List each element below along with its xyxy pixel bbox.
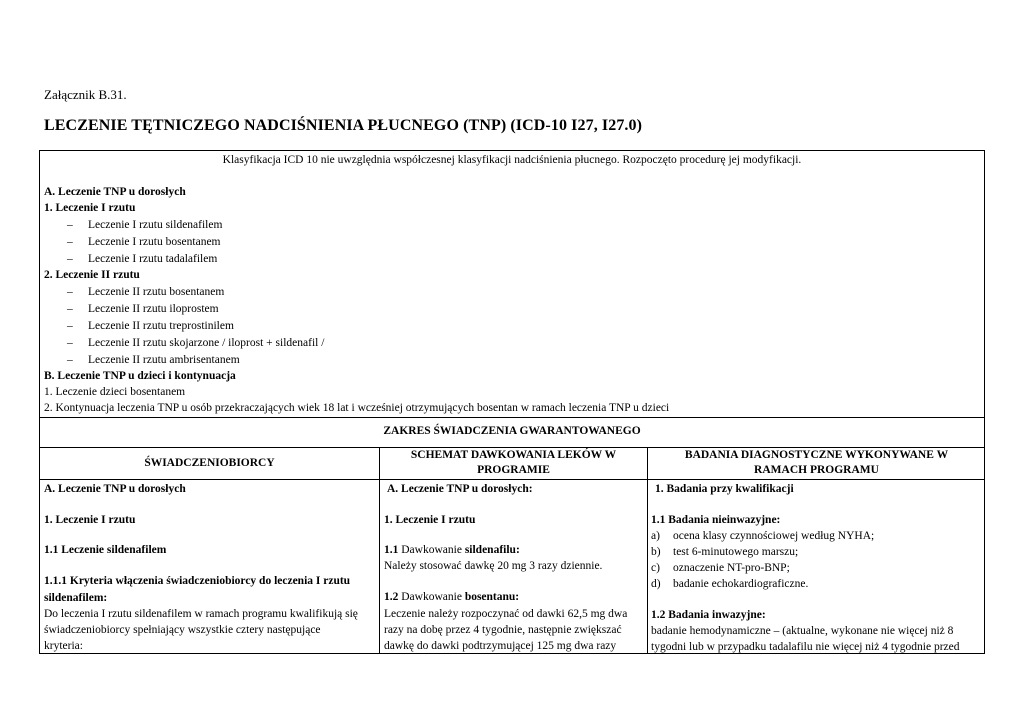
col2-first-line: 1. Leczenie I rzutu bbox=[384, 514, 476, 526]
second-line-heading: 2. Leczenie II rzutu bbox=[44, 269, 140, 281]
section-b-item: 1. Leczenie dzieci bosentanem bbox=[44, 386, 186, 398]
col1-paragraph-line: świadczeniobiorcy spełniający wszystkie cztery następujące bbox=[44, 624, 321, 636]
column-header-beneficiaries: ŚWIADCZENIOBIORCY bbox=[144, 457, 275, 469]
scope-header: ZAKRES ŚWIADCZENIA GWARANTOWANEGO bbox=[383, 425, 641, 437]
list-dash: – bbox=[67, 354, 73, 366]
list-dash: – bbox=[67, 320, 73, 332]
list-item: Leczenie I rzutu tadalafilem bbox=[88, 253, 218, 265]
col1-criteria-heading: 1.1.1 Kryteria włączenia świadczeniobiorcy do leczenia I rzutu bbox=[44, 575, 351, 587]
col3-paragraph-line: badanie hemodynamiczne – (aktualne, wykonane nie więcej niż 8 bbox=[651, 625, 954, 637]
first-line-heading: 1. Leczenie I rzutu bbox=[44, 202, 136, 214]
col2-paragraph-line: dawkę do dawki podtrzymującej 125 mg dwa razy bbox=[384, 640, 617, 652]
col1-criteria-heading-cont: sildenafilem: bbox=[44, 592, 108, 604]
col1-paragraph-line: kryteria: bbox=[44, 640, 83, 652]
list-dash: – bbox=[67, 253, 73, 265]
col3-paragraph-line: tygodni lub w przypadku tadalafilu nie więcej niż 4 tygodnie przed bbox=[651, 641, 960, 653]
list-dash: – bbox=[67, 286, 73, 298]
list-item: Leczenie II rzutu bosentanem bbox=[88, 286, 225, 298]
list-dash: – bbox=[67, 303, 73, 315]
col1-sildenafil: 1.1 Leczenie sildenafilem bbox=[44, 544, 167, 556]
col3-list-item: ocena klasy czynnościowej według NYHA; bbox=[673, 530, 875, 542]
col3-noninvasive-heading: 1.1 Badania nieinwazyjne: bbox=[651, 514, 781, 526]
list-item: Leczenie II rzutu ambrisentanem bbox=[88, 354, 240, 366]
col3-invasive-heading: 1.2 Badania inwazyjne: bbox=[651, 609, 766, 621]
section-b-heading: B. Leczenie TNP u dzieci i kontynuacja bbox=[44, 370, 236, 382]
col3-list-item: test 6-minutowego marszu; bbox=[673, 546, 799, 558]
list-dash: – bbox=[67, 219, 73, 231]
col3-qualification-heading: 1. Badania przy kwalifikacji bbox=[655, 483, 794, 495]
list-dash: – bbox=[67, 337, 73, 349]
col2-paragraph-line: Leczenie należy rozpoczynać od dawki 62,5 mg dwa bbox=[384, 608, 628, 620]
col3-list-marker: c) bbox=[651, 562, 660, 574]
col1-section-a: A. Leczenie TNP u dorosłych bbox=[44, 483, 186, 495]
col2-sildenafil-dosage: 1.1 Dawkowanie sildenafilu: bbox=[384, 544, 520, 556]
annex-label: Załącznik B.31. bbox=[44, 87, 127, 102]
col1-paragraph-line: Do leczenia I rzutu sildenafilem w ramach programu kwalifikują się bbox=[44, 608, 358, 620]
col3-list-marker: a) bbox=[651, 530, 660, 542]
list-item: Leczenie II rzutu iloprostem bbox=[88, 303, 219, 315]
col1-first-line: 1. Leczenie I rzutu bbox=[44, 514, 136, 526]
col3-list-item: oznaczenie NT-pro-BNP; bbox=[673, 562, 790, 574]
list-item: Leczenie I rzutu sildenafilem bbox=[88, 219, 223, 231]
list-item: Leczenie II rzutu treprostinilem bbox=[88, 320, 234, 332]
column-header-diagnostics: BADANIA DIAGNOSTYCZNE WYKONYWANE W RAMACH PROGRAMU bbox=[684, 449, 949, 476]
divider bbox=[40, 479, 984, 480]
classification-note: Klasyfikacja ICD 10 nie uwzględnia współczesnej klasyfikacji nadciśnienia płucnego. Rozpoczęto procedurę jej modyfikacji. bbox=[222, 154, 802, 166]
col2-bosentan-dosage: 1.2 Dawkowanie bosentanu: bbox=[384, 591, 520, 603]
col2-section-a: A. Leczenie TNP u dorosłych: bbox=[387, 483, 533, 495]
col2-sildenafil-body: Należy stosować dawkę 20 mg 3 razy dziennie. bbox=[384, 560, 603, 572]
program-table bbox=[39, 150, 985, 654]
col2-paragraph-line: razy na dobę przez 4 tygodnie, następnie zwiększać bbox=[384, 624, 622, 636]
divider bbox=[40, 417, 984, 418]
page-title: LECZENIE TĘTNICZEGO NADCIŚNIENIA PŁUCNEGO (TNP) (ICD-10 I27, I27.0) bbox=[44, 117, 643, 134]
col3-list-item: badanie echokardiograficzne. bbox=[673, 578, 809, 590]
col3-list-marker: d) bbox=[651, 578, 661, 590]
section-b-item: 2. Kontynuacja leczenia TNP u osób przekraczających wiek 18 lat i wcześniej otrzymujących bosentan w ramach leczenia TNP u dzieci bbox=[44, 402, 670, 414]
list-item: Leczenie II rzutu skojarzone / iloprost + sildenafil / bbox=[88, 337, 325, 349]
list-dash: – bbox=[67, 236, 73, 248]
section-a-heading: A. Leczenie TNP u dorosłych bbox=[44, 186, 186, 198]
column-header-dosage: SCHEMAT DAWKOWANIA LEKÓW W PROGRAMIE bbox=[410, 449, 617, 476]
list-item: Leczenie I rzutu bosentanem bbox=[88, 236, 221, 248]
col3-list-marker: b) bbox=[651, 546, 661, 558]
